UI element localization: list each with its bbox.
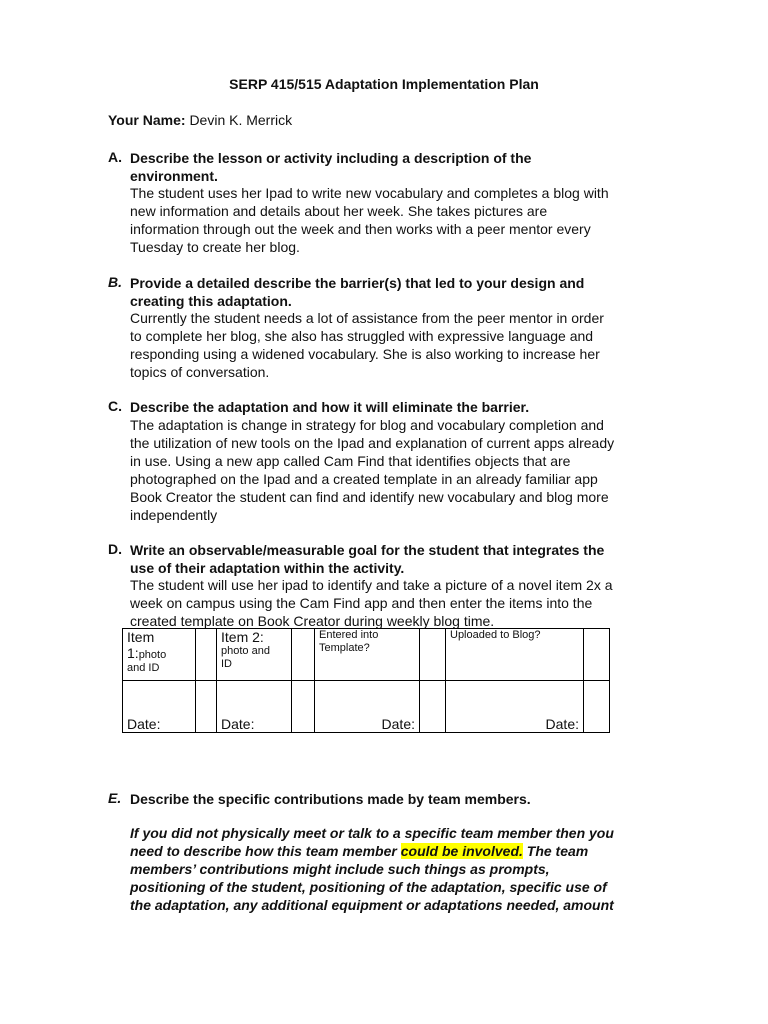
- section-d-question-line1: Write an observable/measurable goal for the student that integrates the: [130, 542, 605, 558]
- goal-tracking-table: [122, 628, 610, 733]
- item1-photo: photo: [138, 649, 167, 661]
- date-cell: [123, 681, 196, 733]
- item2-header-cell: [217, 629, 292, 681]
- section-b-question-line1: Provide a detailed describe the barrier(s) that led to your design and: [130, 275, 585, 291]
- section-d-answer-line: created template on Book Creator during weekly blog time.: [130, 613, 495, 629]
- section-b-answer: [130, 309, 655, 381]
- section-e-question: [130, 790, 640, 808]
- item1-number: 1:: [127, 645, 139, 661]
- entered-template-label: Entered into Template?: [319, 629, 379, 654]
- section-e-line: the adaptation, any additional equipment or adaptations needed, amount: [130, 897, 614, 913]
- item2-label: Item 2:: [221, 629, 264, 645]
- section-e-letter: E.: [108, 790, 122, 806]
- name-label: Your Name:: [108, 112, 186, 128]
- checkbox-cell[interactable]: [196, 629, 217, 681]
- section-c-letter: C.: [108, 398, 122, 414]
- section-e-instructions: [130, 824, 660, 914]
- highlighted-phrase: could be involved.: [400, 843, 523, 859]
- section-e-line-highlight: [130, 842, 660, 860]
- section-e-line-end: The team: [526, 843, 589, 859]
- item2-photo-and: photo and: [221, 645, 270, 657]
- section-b-answer-line: Currently the student needs a lot of assistance from the peer mentor in order: [130, 310, 604, 326]
- section-b-answer-line: to complete her blog, she also has struggled with expressive language and: [130, 328, 594, 344]
- date-cell: [315, 681, 420, 733]
- section-a-question-line1: Describe the lesson or activity including a description of the: [130, 150, 532, 166]
- section-b-question: [130, 274, 640, 310]
- section-a-question-line2: environment.: [130, 168, 218, 184]
- section-b-letter: B.: [108, 274, 122, 290]
- section-b-answer-line: topics of conversation.: [130, 364, 270, 380]
- section-e-line-start: need to describe how this team member: [130, 843, 397, 859]
- name-line: [108, 112, 292, 128]
- checkbox-cell[interactable]: [420, 681, 446, 733]
- item1-header-cell: [123, 629, 196, 681]
- section-c-answer-line: The adaptation is change in strategy for blog and vocabulary completion and: [130, 417, 604, 433]
- section-c-answer-line: photographed on the Ipad and a created template in an already familiar app: [130, 471, 598, 487]
- section-c-answer: [130, 416, 655, 524]
- section-c-question-line1: Describe the adaptation and how it will eliminate the barrier.: [130, 399, 530, 415]
- item2-id: ID: [221, 658, 232, 670]
- checkbox-cell[interactable]: [584, 681, 610, 733]
- section-b-answer-line: responding using a widened vocabulary. She is also working to increase her: [130, 346, 600, 362]
- section-a-answer: [130, 184, 655, 256]
- checkbox-cell[interactable]: [292, 681, 315, 733]
- date-label: Date:: [381, 716, 415, 732]
- section-e-question-line1: Describe the specific contributions made by team members.: [130, 791, 531, 807]
- name-value: Devin K. Merrick: [189, 112, 293, 128]
- section-a-answer-line: information through out the week and then works with a peer mentor every: [130, 221, 591, 237]
- section-d-answer-line: The student will use her ipad to identify and take a picture of a novel item 2x a: [130, 577, 613, 593]
- section-a-answer-line: Tuesday to create her blog.: [130, 239, 300, 255]
- section-c-answer-line: the utilization of new tools on the Ipad and explanation of current apps already: [130, 435, 615, 451]
- section-e-line: members’ contributions might include such things as prompts,: [130, 861, 550, 877]
- checkbox-cell[interactable]: [196, 681, 217, 733]
- item1-and-id: and ID: [127, 662, 160, 674]
- entered-template-header-cell: [315, 629, 420, 681]
- checkbox-cell[interactable]: [584, 629, 610, 681]
- section-b-question-line2: creating this adaptation.: [130, 293, 292, 309]
- uploaded-blog-header-cell: [446, 629, 584, 681]
- section-d-answer: [130, 576, 655, 630]
- table-header-row: [123, 629, 610, 681]
- checkbox-cell[interactable]: [420, 629, 446, 681]
- section-d-letter: D.: [108, 541, 122, 557]
- section-c-answer-line: in use. Using a new app called Cam Find that identifies objects that are: [130, 453, 571, 469]
- checkbox-cell[interactable]: [292, 629, 315, 681]
- date-label: Date:: [127, 716, 161, 732]
- section-c-answer-line: independently: [130, 507, 218, 523]
- date-cell: [217, 681, 292, 733]
- document-title: SERP 415/515 Adaptation Implementation Plan: [229, 76, 539, 92]
- section-d-question: [130, 541, 640, 577]
- table-date-row: [123, 681, 610, 733]
- section-c-question: [130, 398, 640, 416]
- date-label: Date:: [545, 716, 579, 732]
- section-a-answer-line: new information and details about her week. She takes pictures are: [130, 203, 548, 219]
- uploaded-blog-label: Uploaded to Blog?: [450, 629, 541, 641]
- item1-label: Item: [127, 629, 155, 645]
- section-e-line: If you did not physically meet or talk to a specific team member then you: [130, 825, 614, 841]
- section-d-answer-line: week on campus using the Cam Find app and then enter the items into the: [130, 595, 593, 611]
- section-e-line: positioning of the student, positioning of the adaptation, specific use of: [130, 879, 607, 895]
- section-a-answer-line: The student uses her Ipad to write new vocabulary and completes a blog with: [130, 185, 609, 201]
- date-label: Date:: [221, 716, 255, 732]
- section-a-letter: A.: [108, 149, 122, 165]
- section-d-question-line2: use of their adaptation within the activity.: [130, 560, 405, 576]
- section-a-question: [130, 149, 640, 185]
- date-cell: [446, 681, 584, 733]
- section-c-answer-line: Book Creator the student can find and identify new vocabulary and blog more: [130, 489, 609, 505]
